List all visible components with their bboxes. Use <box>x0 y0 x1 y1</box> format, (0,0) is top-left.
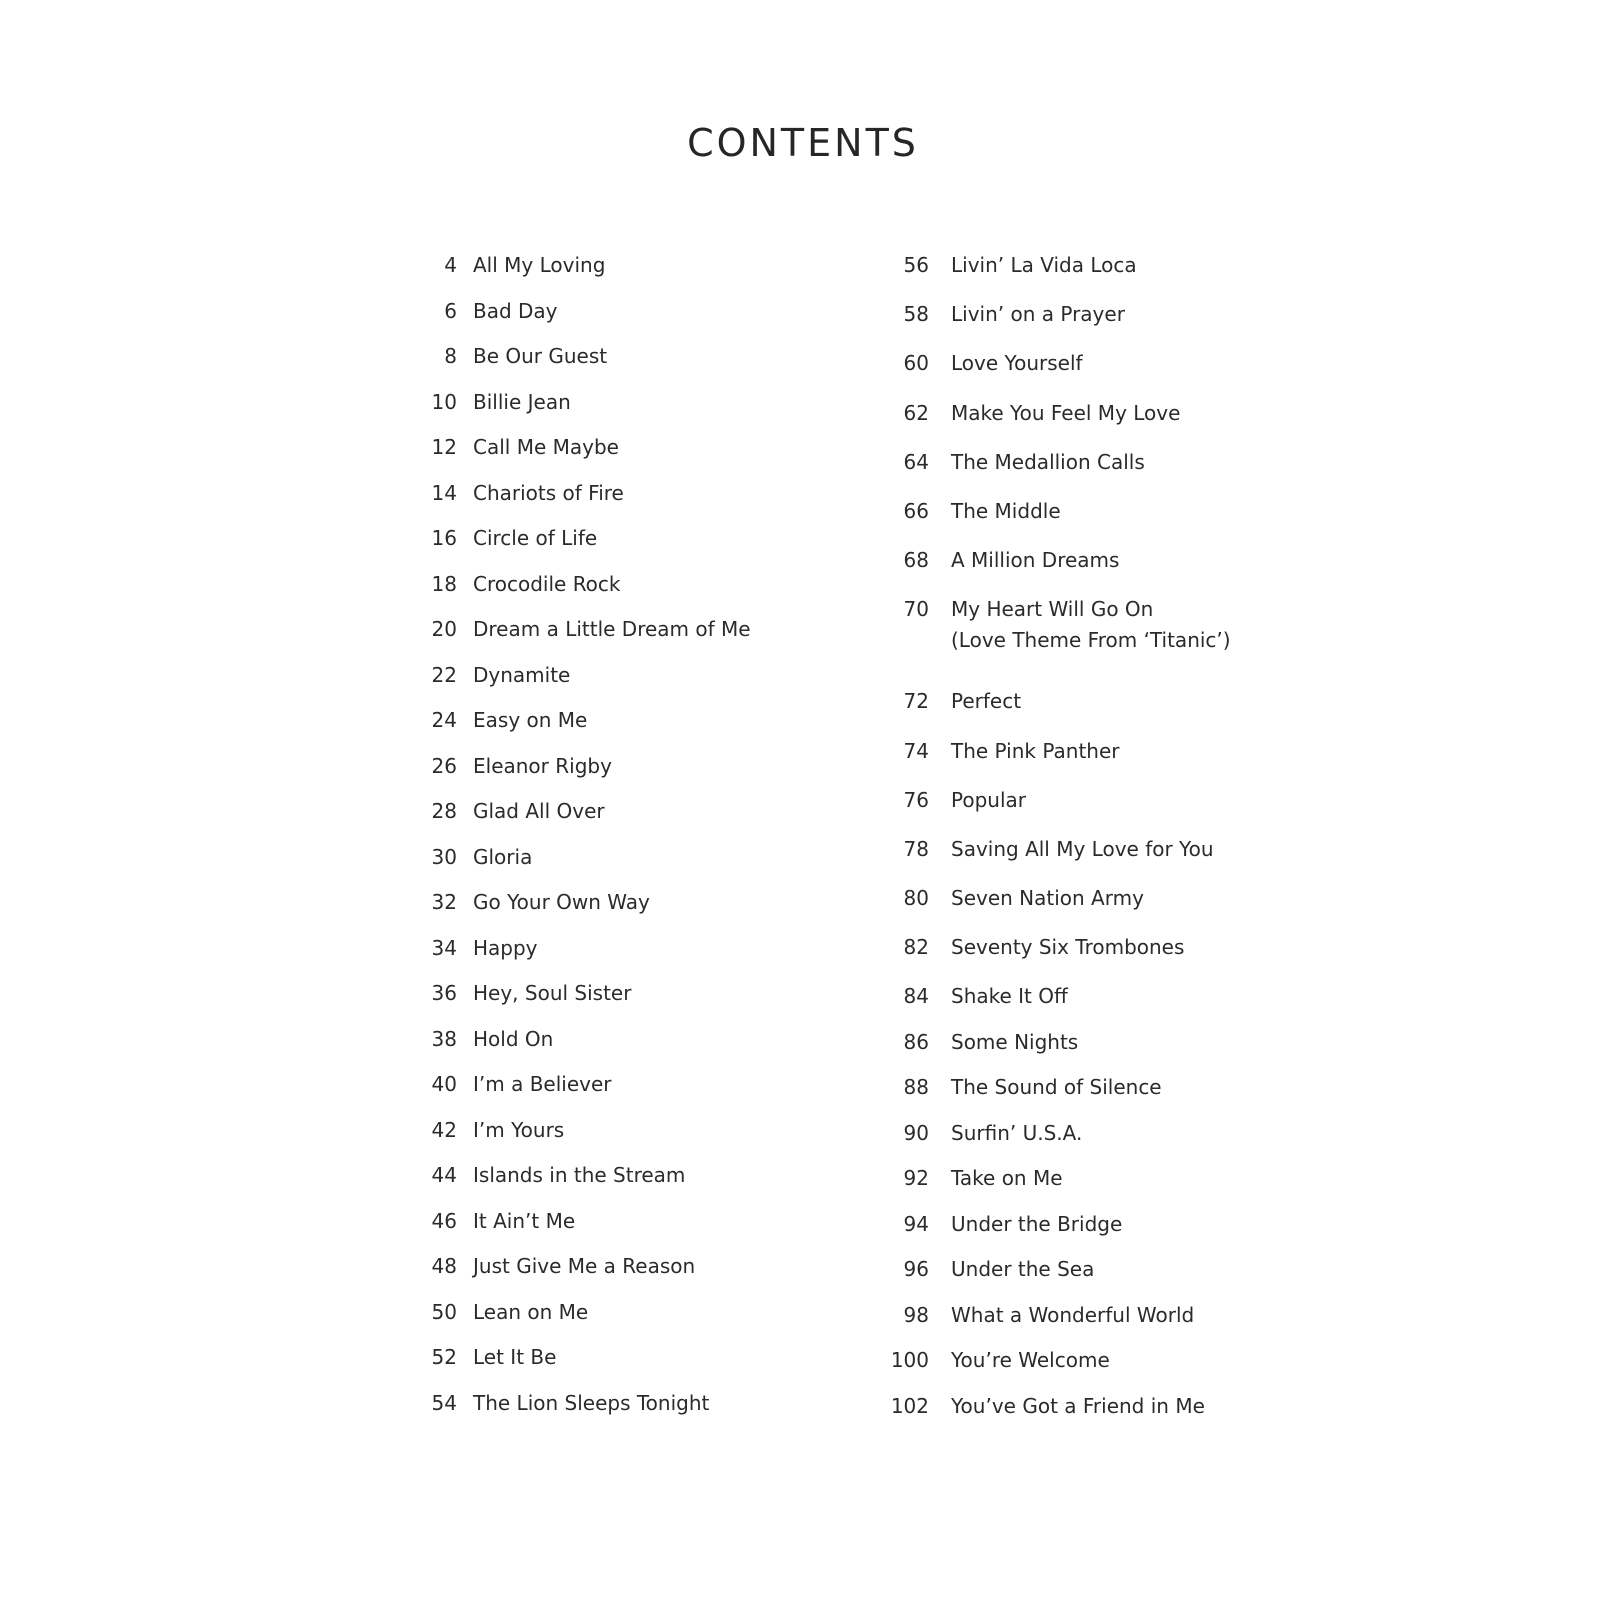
toc-entry <box>395 341 825 387</box>
toc-page-number: 68 <box>903 548 929 573</box>
toc-entry <box>857 398 1317 447</box>
toc-entry <box>395 705 825 751</box>
toc-entry <box>395 1342 825 1388</box>
toc-entry <box>857 1254 1317 1300</box>
toc-page-number: 18 <box>431 571 457 596</box>
toc-song-title: The Medallion Calls <box>951 449 1145 474</box>
toc-entry <box>857 1072 1317 1118</box>
toc-entry <box>395 887 825 933</box>
toc-page-number: 60 <box>903 351 929 376</box>
toc-song-title: A Million Dreams <box>951 548 1120 573</box>
toc-entry <box>857 785 1317 834</box>
toc-page-number: 48 <box>431 1254 457 1278</box>
toc-song-title: The Pink Panther <box>951 738 1120 763</box>
toc-song-title: Dynamite <box>473 662 571 687</box>
toc-song-title: Under the Sea <box>951 1257 1095 1282</box>
toc-entry <box>857 1300 1317 1346</box>
toc-page-number: 38 <box>431 1026 457 1051</box>
toc-entry <box>395 478 825 524</box>
toc-page-number: 54 <box>431 1390 457 1415</box>
toc-entry <box>395 796 825 842</box>
toc-entry <box>395 1251 825 1297</box>
toc-song-title: What a Wonderful World <box>951 1302 1195 1327</box>
toc-song-title: Seventy Six Trombones <box>951 935 1185 960</box>
toc-page-number: 86 <box>903 1029 929 1054</box>
toc-song-title: Happy <box>473 935 538 960</box>
toc-song-title: Islands in the Stream <box>473 1163 686 1187</box>
toc-song-title: Let It Be <box>473 1345 557 1369</box>
toc-page-number: 70 <box>903 597 929 622</box>
toc-entry <box>395 569 825 615</box>
toc-page-number: 12 <box>431 435 457 459</box>
toc-page-number: 8 <box>444 344 457 368</box>
toc-page-number: 74 <box>903 738 929 763</box>
toc-song-title: Popular <box>951 787 1026 812</box>
toc-page-number: 30 <box>431 844 457 869</box>
toc-song-title: Eleanor Rigby <box>473 753 612 778</box>
toc-page-number: 36 <box>431 981 457 1005</box>
toc-entry <box>395 751 825 797</box>
toc-page-number: 6 <box>444 298 457 323</box>
toc-entry <box>857 496 1317 545</box>
toc-song-title: Circle of Life <box>473 526 598 550</box>
toc-song-title: Perfect <box>951 689 1022 714</box>
toc-song-title: Glad All Over <box>473 799 605 823</box>
toc-entry <box>395 660 825 706</box>
toc-entry <box>395 1206 825 1252</box>
toc-entry <box>395 387 825 433</box>
toc-song-title: Surfin’ U.S.A. <box>951 1120 1083 1145</box>
toc-page-number: 4 <box>444 253 457 277</box>
toc-song-title: Call Me Maybe <box>473 435 619 459</box>
toc-entry <box>857 736 1317 785</box>
toc-entry <box>857 1118 1317 1164</box>
toc-page-number: 34 <box>431 935 457 960</box>
toc-entry <box>857 834 1317 883</box>
toc-right-column <box>857 250 1317 1436</box>
toc-entry <box>395 1069 825 1115</box>
toc-page-number: 56 <box>903 253 929 277</box>
toc-entry <box>395 1388 825 1434</box>
toc-entry <box>857 686 1317 735</box>
toc-song-title: My Heart Will Go On (Love Theme From ‘Titanic’) <box>951 597 1231 653</box>
toc-entry <box>395 1024 825 1070</box>
toc-page-number: 32 <box>431 890 457 914</box>
toc-song-title: It Ain’t Me <box>473 1208 576 1233</box>
toc-page-number: 22 <box>431 662 457 687</box>
toc-song-title: You’ve Got a Friend in Me <box>951 1393 1205 1418</box>
toc-song-title: Make You Feel My Love <box>951 400 1181 425</box>
page-title: CONTENTS <box>687 121 919 165</box>
toc-page-number: 90 <box>903 1120 929 1145</box>
toc-page-number: 94 <box>903 1211 929 1236</box>
toc-page-number: 28 <box>431 799 457 823</box>
toc-song-title: Be Our Guest <box>473 344 608 368</box>
toc-page-number: 66 <box>903 498 929 523</box>
toc-page-number: 100 <box>890 1348 929 1373</box>
toc-entry <box>395 250 825 296</box>
toc-page-number: 44 <box>431 1163 457 1187</box>
toc-song-title: Some Nights <box>951 1029 1079 1054</box>
toc-entry <box>857 1209 1317 1255</box>
toc-page-number: 102 <box>890 1393 929 1418</box>
toc-entry <box>857 883 1317 932</box>
toc-page-number: 26 <box>431 753 457 778</box>
toc-entry <box>857 1027 1317 1073</box>
toc-entry <box>395 1160 825 1206</box>
toc-entry <box>395 1115 825 1161</box>
toc-song-title: Take on Me <box>951 1166 1063 1191</box>
toc-entry <box>395 614 825 660</box>
toc-song-title: The Middle <box>951 498 1061 523</box>
toc-entry <box>857 545 1317 594</box>
toc-entry <box>395 523 825 569</box>
toc-entry <box>857 447 1317 496</box>
toc-entry <box>395 432 825 478</box>
toc-page-number: 46 <box>431 1208 457 1233</box>
toc-left-column <box>395 250 825 1433</box>
toc-page-number: 50 <box>431 1299 457 1324</box>
toc-song-title: Gloria <box>473 844 533 869</box>
toc-entry <box>857 594 1317 686</box>
toc-song-title: Easy on Me <box>473 708 588 732</box>
toc-entry <box>857 1391 1317 1437</box>
toc-entry <box>395 296 825 342</box>
toc-page-number: 52 <box>431 1345 457 1369</box>
toc-page-number: 64 <box>903 449 929 474</box>
toc-page-number: 98 <box>903 1302 929 1327</box>
toc-page-number: 82 <box>903 935 929 960</box>
toc-page-number: 62 <box>903 400 929 425</box>
toc-song-title: I’m a Believer <box>473 1072 612 1096</box>
toc-entry <box>857 932 1317 981</box>
toc-page-number: 40 <box>431 1072 457 1096</box>
toc-song-title: I’m Yours <box>473 1117 565 1142</box>
toc-song-title: Hold On <box>473 1026 554 1051</box>
toc-entry <box>857 348 1317 397</box>
toc-song-title: Lean on Me <box>473 1299 589 1324</box>
toc-song-title: Just Give Me a Reason <box>473 1254 696 1278</box>
toc-entry <box>857 1345 1317 1391</box>
toc-song-title: Go Your Own Way <box>473 890 650 914</box>
toc-song-title: All My Loving <box>473 253 606 277</box>
toc-page-number: 42 <box>431 1117 457 1142</box>
toc-song-title: Hey, Soul Sister <box>473 981 632 1005</box>
toc-song-title: Shake It Off <box>951 984 1068 1009</box>
toc-page-number: 10 <box>431 389 457 414</box>
toc-entry <box>857 1163 1317 1209</box>
toc-entry <box>857 299 1317 348</box>
toc-page-number: 16 <box>431 526 457 550</box>
toc-page-number: 72 <box>903 689 929 714</box>
toc-song-title: Livin’ on a Prayer <box>951 302 1125 327</box>
toc-entry <box>857 250 1317 299</box>
toc-song-title: Love Yourself <box>951 351 1083 376</box>
toc-song-title: Dream a Little Dream of Me <box>473 617 751 641</box>
toc-song-title: Billie Jean <box>473 389 571 414</box>
toc-page-number: 20 <box>431 617 457 641</box>
toc-song-title: Chariots of Fire <box>473 480 624 505</box>
toc-song-title: Under the Bridge <box>951 1211 1123 1236</box>
toc-entry <box>395 933 825 979</box>
toc-page-number: 78 <box>903 836 929 861</box>
toc-page-number: 24 <box>431 708 457 732</box>
toc-page-number: 88 <box>903 1075 929 1100</box>
toc-page-number: 84 <box>903 984 929 1009</box>
toc-entry <box>395 842 825 888</box>
toc-song-title: Seven Nation Army <box>951 886 1144 911</box>
toc-song-title: Livin’ La Vida Loca <box>951 253 1137 277</box>
toc-song-title: Saving All My Love for You <box>951 836 1214 861</box>
toc-song-title: Crocodile Rock <box>473 571 621 596</box>
toc-song-title: Bad Day <box>473 298 558 323</box>
toc-song-title: You’re Welcome <box>951 1348 1110 1373</box>
toc-page-number: 96 <box>903 1257 929 1282</box>
toc-song-title: The Sound of Silence <box>951 1075 1162 1100</box>
toc-entry <box>395 1297 825 1343</box>
toc-song-title: The Lion Sleeps Tonight <box>473 1390 710 1415</box>
toc-page-number: 92 <box>903 1166 929 1191</box>
toc-entry <box>395 978 825 1024</box>
toc-page-number: 14 <box>431 480 457 505</box>
toc-page-number: 76 <box>903 787 929 812</box>
toc-entry <box>857 981 1317 1027</box>
toc-page-number: 58 <box>903 302 929 327</box>
toc-page-number: 80 <box>903 886 929 911</box>
